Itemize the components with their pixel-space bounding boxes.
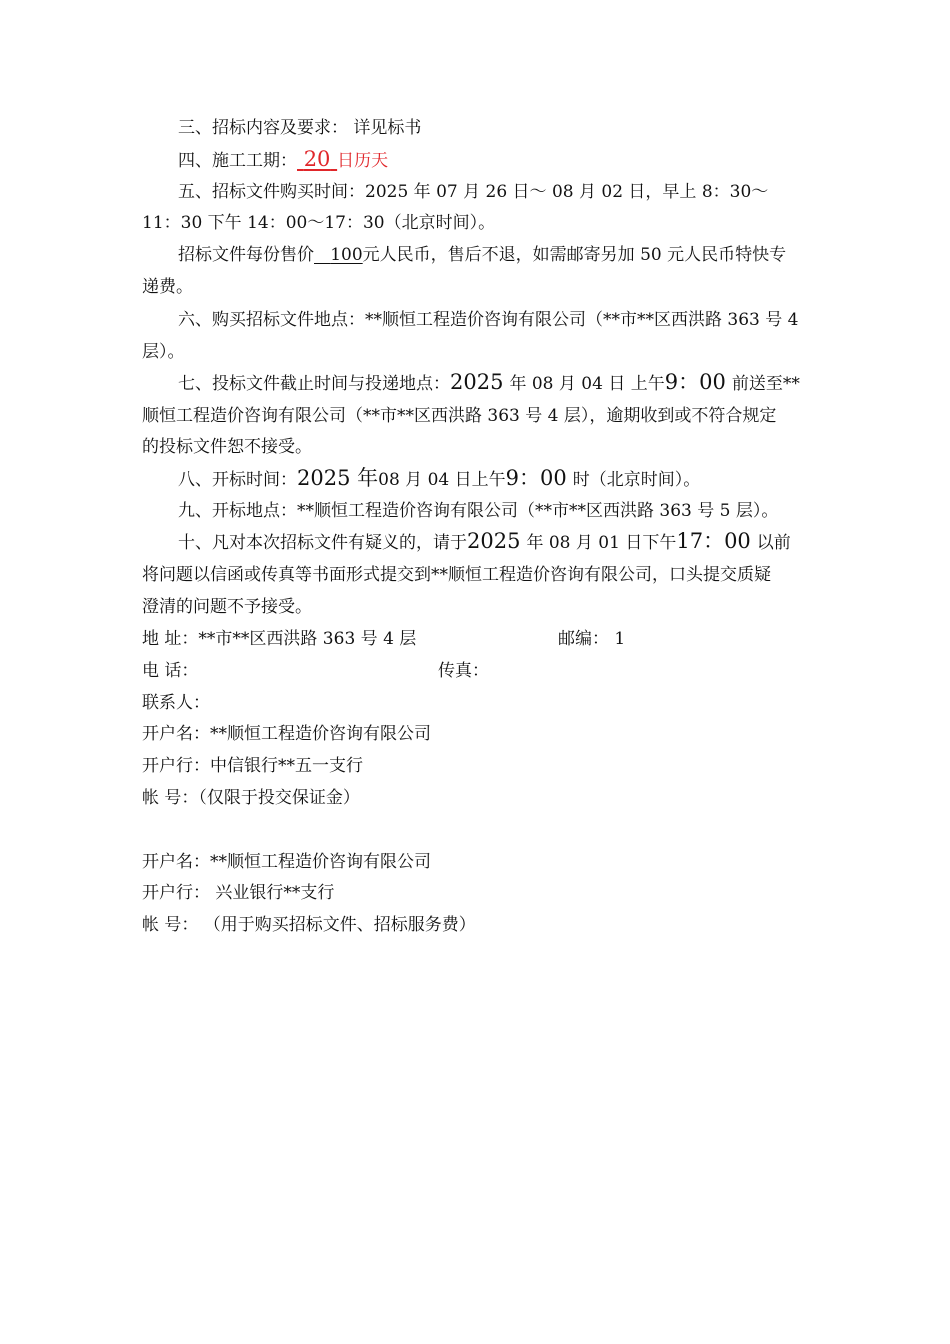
- section-4: [178, 148, 862, 172]
- price-line1: [178, 244, 862, 266]
- query-time: 17：00: [676, 529, 751, 553]
- section-7-line1: [178, 371, 862, 395]
- query-year: 2025: [467, 529, 521, 553]
- opening-year: 2025 年: [297, 466, 379, 490]
- section-3: 三、招标内容及要求： 详见标书: [178, 118, 422, 138]
- contact-postcode: 邮编： 1: [558, 629, 626, 649]
- account2-name: 开户名：**顺恒工程造价咨询有限公司: [142, 852, 431, 872]
- section-5-line1: 五、招标文件购买时间：2025 年 07 月 26 日～ 08 月 02 日，早上 8：30～: [178, 182, 769, 202]
- account1-name: 开户名：**顺恒工程造价咨询有限公司: [142, 724, 431, 744]
- opening-time: 9：00: [505, 466, 567, 490]
- section-7-line3: 的投标文件恕不接受。: [142, 437, 312, 457]
- deadline-destination: 前送至**: [731, 374, 800, 394]
- opening-timezone: 时（北京时间）。: [572, 470, 701, 490]
- price-line2: 递费。: [142, 277, 193, 297]
- contact-fax: 传真：: [438, 661, 489, 681]
- contact-address: 地 址：**市**区西洪路 363 号 4 层: [142, 629, 417, 649]
- contact-phone: 电 话：: [142, 661, 199, 681]
- account1-bank: 开户行：中信银行**五一支行: [142, 756, 363, 776]
- construction-days: 20: [303, 147, 331, 171]
- section-10-line3: 澄清的问题不予接受。: [142, 597, 312, 617]
- section-5-line2: 11：30 下午 14：00～17：30（北京时间）。: [142, 213, 496, 233]
- section-7-line2: 顺恒工程造价咨询有限公司（**市**区西洪路 363 号 4 层），逾期收到或不符合规定: [142, 406, 777, 426]
- section-4-label: 四、施工工期：: [178, 151, 297, 171]
- section-6-line1: 六、购买招标文件地点：**顺恒工程造价咨询有限公司（**市**区西洪路 363 号 4: [178, 310, 799, 330]
- account1-number: 帐 号：（仅限于投交保证金）: [142, 788, 360, 808]
- section-8: [178, 467, 862, 491]
- construction-days-unit: 日历天: [337, 151, 389, 171]
- price-value: 100: [330, 245, 363, 265]
- section-8-label: 八、开标时间：: [178, 470, 297, 490]
- query-date: 年 08 月 01 日下午: [526, 533, 677, 553]
- section-9: 九、开标地点：**顺恒工程造价咨询有限公司（**市**区西洪路 363 号 5 层）。: [178, 501, 779, 521]
- price-label: 招标文件每份售价: [178, 245, 314, 265]
- deadline-time: 9：00: [664, 370, 726, 394]
- price-text: 元人民币，售后不退，如需邮寄另加 50 元人民币特快专: [362, 245, 787, 265]
- section-10-line2: 将问题以信函或传真等书面形式提交到**顺恒工程造价咨询有限公司，口头提交质疑: [142, 565, 771, 585]
- section-7-label: 七、投标文件截止时间与投递地点：: [178, 374, 450, 394]
- section-6-line2: 层）。: [142, 342, 185, 362]
- deadline-date: 年 08 月 04 日 上午: [509, 374, 665, 394]
- opening-date: 08 月 04 日上午: [378, 470, 506, 490]
- account2-bank: 开户行： 兴业银行**支行: [142, 883, 335, 903]
- account2-number: 帐 号： （用于购买招标文件、招标服务费）: [142, 915, 476, 935]
- section-10-label: 十、凡对本次招标文件有疑义的，请于: [178, 533, 467, 553]
- contact-person: 联系人：: [142, 693, 210, 713]
- deadline-year: 2025: [450, 370, 504, 394]
- section-10-line1: [178, 530, 862, 554]
- query-before: 以前: [756, 533, 791, 553]
